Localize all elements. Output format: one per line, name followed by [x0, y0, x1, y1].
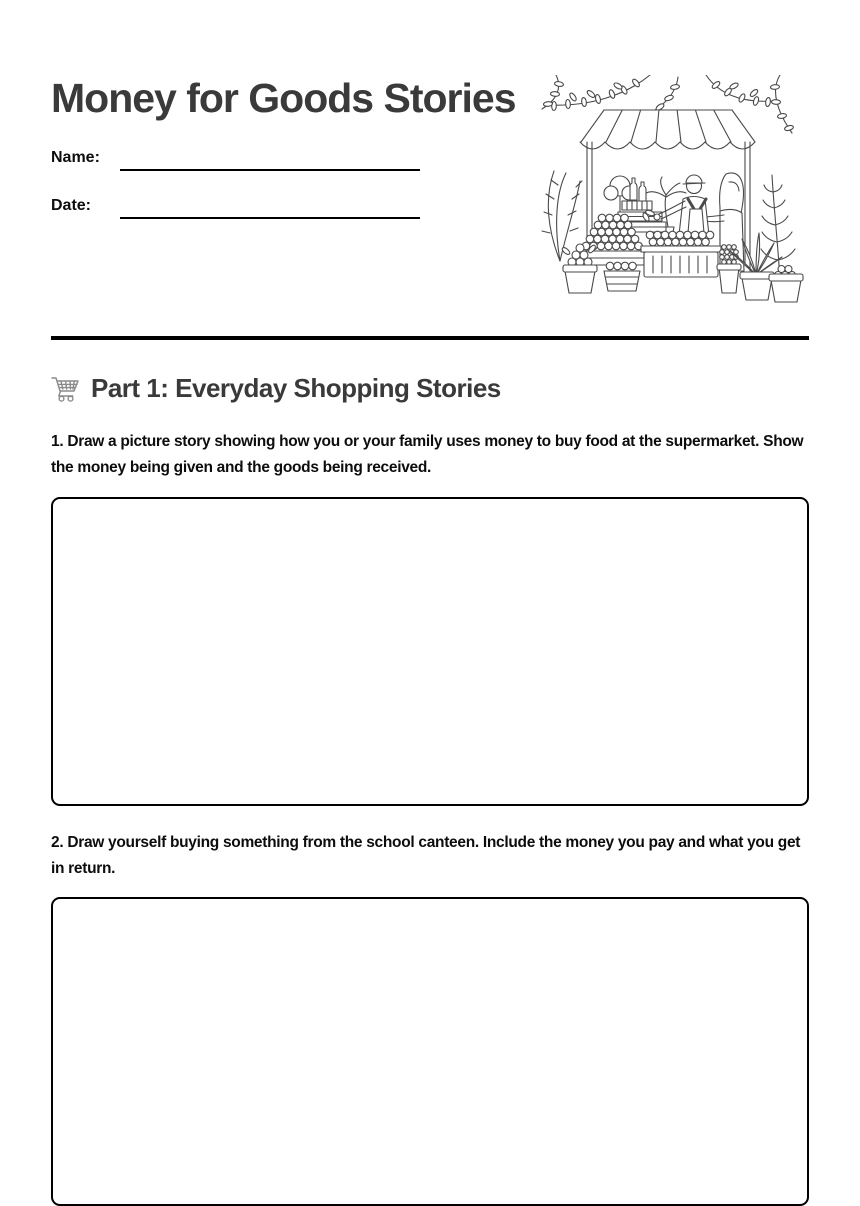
date-input-line[interactable] [120, 197, 420, 219]
date-field-row [51, 197, 420, 219]
worksheet-page [51, 27, 809, 1206]
name-input-line[interactable] [120, 149, 420, 171]
drawing-box-2[interactable] [51, 897, 809, 1206]
part1-heading [51, 373, 809, 404]
market-stall-illustration [528, 75, 809, 318]
question-1-text: 1. Draw a picture story showing how you or your family uses money to buy food at the supermarket. Show the money being given and the goods being received. [51, 432, 804, 476]
question-2-text: 2. Draw yourself buying something from the school canteen. Include the money you pay and what you get in return. [51, 833, 801, 877]
name-field-row [51, 149, 420, 171]
shopping-cart-icon [51, 375, 81, 403]
section-divider [51, 336, 809, 340]
date-label: Date: [51, 196, 92, 214]
part1-heading-label: Part 1: Everyday Shopping Stories [91, 372, 501, 403]
drawing-box-1[interactable] [51, 497, 809, 806]
name-label: Name: [51, 148, 100, 166]
page-title: Money for Goods Stories [51, 75, 516, 122]
